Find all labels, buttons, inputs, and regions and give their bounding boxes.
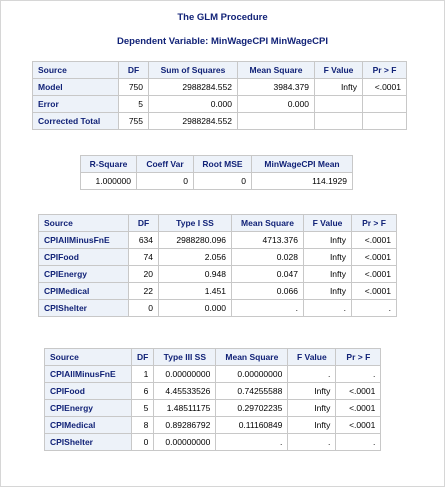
type-i-ss-table	[38, 214, 397, 317]
cell-f-value: Infty	[288, 417, 336, 434]
cell-type-i-ss: 0.948	[159, 266, 232, 283]
table-row	[39, 300, 397, 317]
type-iii-ss-table	[44, 348, 381, 451]
col-header-source: Source	[39, 215, 129, 232]
cell-df: 1	[132, 366, 154, 383]
cell-mean-square: 0.028	[232, 249, 304, 266]
cell-sum-of-squares: 2988284.552	[149, 113, 238, 130]
col-header-type-i-ss: Type I SS	[159, 215, 232, 232]
cell-pr-f: <.0001	[336, 417, 381, 434]
cell-f-value	[315, 96, 363, 113]
cell-f-value: .	[288, 434, 336, 451]
cell-pr-f: <.0001	[336, 400, 381, 417]
cell-type-iii-ss: 0.00000000	[154, 366, 216, 383]
cell-type-i-ss: 2988280.096	[159, 232, 232, 249]
row-header-source: CPIMedical	[45, 417, 132, 434]
cell-dependent-mean: 114.1929	[252, 173, 353, 190]
cell-pr-f: <.0001	[336, 383, 381, 400]
cell-mean-square	[238, 113, 315, 130]
col-header-df: DF	[119, 62, 149, 79]
cell-type-iii-ss: 0.89286792	[154, 417, 216, 434]
col-header-source: Source	[33, 62, 119, 79]
col-header-pr-f: Pr > F	[352, 215, 397, 232]
cell-root-mse: 0	[194, 173, 252, 190]
cell-f-value: .	[304, 300, 352, 317]
table-row	[45, 383, 381, 400]
cell-df: 20	[129, 266, 159, 283]
col-header-type-iii-ss: Type III SS	[154, 349, 216, 366]
col-header-df: DF	[129, 215, 159, 232]
dependent-variable-title: Dependent Variable: MinWageCPI MinWageCPI	[117, 36, 328, 47]
row-header-source: Error	[33, 96, 119, 113]
cell-df: 22	[129, 283, 159, 300]
cell-f-value: Infty	[304, 283, 352, 300]
anova-header-row	[33, 62, 407, 79]
table-row	[33, 113, 407, 130]
cell-type-iii-ss: 4.45533526	[154, 383, 216, 400]
cell-f-value: Infty	[304, 266, 352, 283]
col-header-r-square: R-Square	[81, 156, 137, 173]
cell-type-i-ss: 2.056	[159, 249, 232, 266]
col-header-pr-f: Pr > F	[336, 349, 381, 366]
table-row	[33, 79, 407, 96]
procedure-title: The GLM Procedure	[177, 12, 268, 23]
col-header-source: Source	[45, 349, 132, 366]
row-header-source: CPIEnergy	[45, 400, 132, 417]
cell-df: 6	[132, 383, 154, 400]
cell-sum-of-squares: 0.000	[149, 96, 238, 113]
cell-type-iii-ss: 1.48511175	[154, 400, 216, 417]
cell-pr-f: .	[336, 366, 381, 383]
col-header-f-value: F Value	[288, 349, 336, 366]
cell-mean-square: 0.29702235	[216, 400, 288, 417]
cell-df: 74	[129, 249, 159, 266]
cell-mean-square: 0.74255588	[216, 383, 288, 400]
cell-df: 750	[119, 79, 149, 96]
cell-df: 5	[119, 96, 149, 113]
cell-pr-f	[363, 96, 407, 113]
table-row	[45, 366, 381, 383]
col-header-root-mse: Root MSE	[194, 156, 252, 173]
table-row	[39, 232, 397, 249]
cell-f-value: Infty	[304, 249, 352, 266]
table-row	[33, 96, 407, 113]
cell-f-value: .	[288, 366, 336, 383]
row-header-source: CPIAllMinusFnE	[39, 232, 129, 249]
cell-coeff-var: 0	[137, 173, 194, 190]
table-row	[45, 400, 381, 417]
cell-pr-f: <.0001	[352, 249, 397, 266]
cell-mean-square: 3984.379	[238, 79, 315, 96]
table-row	[39, 266, 397, 283]
col-header-f-value: F Value	[315, 62, 363, 79]
row-header-source: CPIAllMinusFnE	[45, 366, 132, 383]
col-header-sum-of-squares: Sum of Squares	[149, 62, 238, 79]
table-row	[39, 283, 397, 300]
row-header-source: CPIMedical	[39, 283, 129, 300]
row-header-source: CPIFood	[45, 383, 132, 400]
cell-type-i-ss: 1.451	[159, 283, 232, 300]
cell-f-value: Infty	[288, 383, 336, 400]
table-row	[39, 249, 397, 266]
cell-sum-of-squares: 2988284.552	[149, 79, 238, 96]
type-i-header-row	[39, 215, 397, 232]
row-header-source: CPIShelter	[45, 434, 132, 451]
col-header-f-value: F Value	[304, 215, 352, 232]
cell-pr-f: <.0001	[352, 283, 397, 300]
cell-f-value: Infty	[288, 400, 336, 417]
col-header-mean-square: Mean Square	[216, 349, 288, 366]
table-row	[45, 417, 381, 434]
cell-df: 0	[132, 434, 154, 451]
cell-mean-square: .	[232, 300, 304, 317]
cell-f-value: Infty	[315, 79, 363, 96]
cell-mean-square: 0.066	[232, 283, 304, 300]
cell-type-i-ss: 0.000	[159, 300, 232, 317]
cell-pr-f: .	[336, 434, 381, 451]
cell-mean-square: 4713.376	[232, 232, 304, 249]
anova-table	[32, 61, 407, 130]
cell-f-value: Infty	[304, 232, 352, 249]
row-header-source: CPIFood	[39, 249, 129, 266]
cell-pr-f: <.0001	[363, 79, 407, 96]
col-header-pr-f: Pr > F	[363, 62, 407, 79]
cell-mean-square: 0.00000000	[216, 366, 288, 383]
cell-df: 8	[132, 417, 154, 434]
row-header-source: CPIEnergy	[39, 266, 129, 283]
cell-df: 634	[129, 232, 159, 249]
col-header-mean-square: Mean Square	[232, 215, 304, 232]
cell-mean-square: 0.000	[238, 96, 315, 113]
fit-statistics-table	[80, 155, 353, 190]
cell-df: 755	[119, 113, 149, 130]
cell-r-square: 1.000000	[81, 173, 137, 190]
col-header-coeff-var: Coeff Var	[137, 156, 194, 173]
row-header-source: Corrected Total	[33, 113, 119, 130]
col-header-mean-square: Mean Square	[238, 62, 315, 79]
cell-pr-f: <.0001	[352, 266, 397, 283]
row-header-source: Model	[33, 79, 119, 96]
cell-mean-square: .	[216, 434, 288, 451]
cell-df: 0	[129, 300, 159, 317]
table-row	[81, 173, 353, 190]
table-row	[45, 434, 381, 451]
row-header-source: CPIShelter	[39, 300, 129, 317]
fit-header-row	[81, 156, 353, 173]
cell-pr-f: .	[352, 300, 397, 317]
cell-df: 5	[132, 400, 154, 417]
cell-mean-square: 0.11160849	[216, 417, 288, 434]
cell-type-iii-ss: 0.00000000	[154, 434, 216, 451]
cell-f-value	[315, 113, 363, 130]
col-header-dependent-mean: MinWageCPI Mean	[252, 156, 353, 173]
col-header-df: DF	[132, 349, 154, 366]
cell-pr-f	[363, 113, 407, 130]
cell-mean-square: 0.047	[232, 266, 304, 283]
cell-pr-f: <.0001	[352, 232, 397, 249]
type-iii-header-row	[45, 349, 381, 366]
